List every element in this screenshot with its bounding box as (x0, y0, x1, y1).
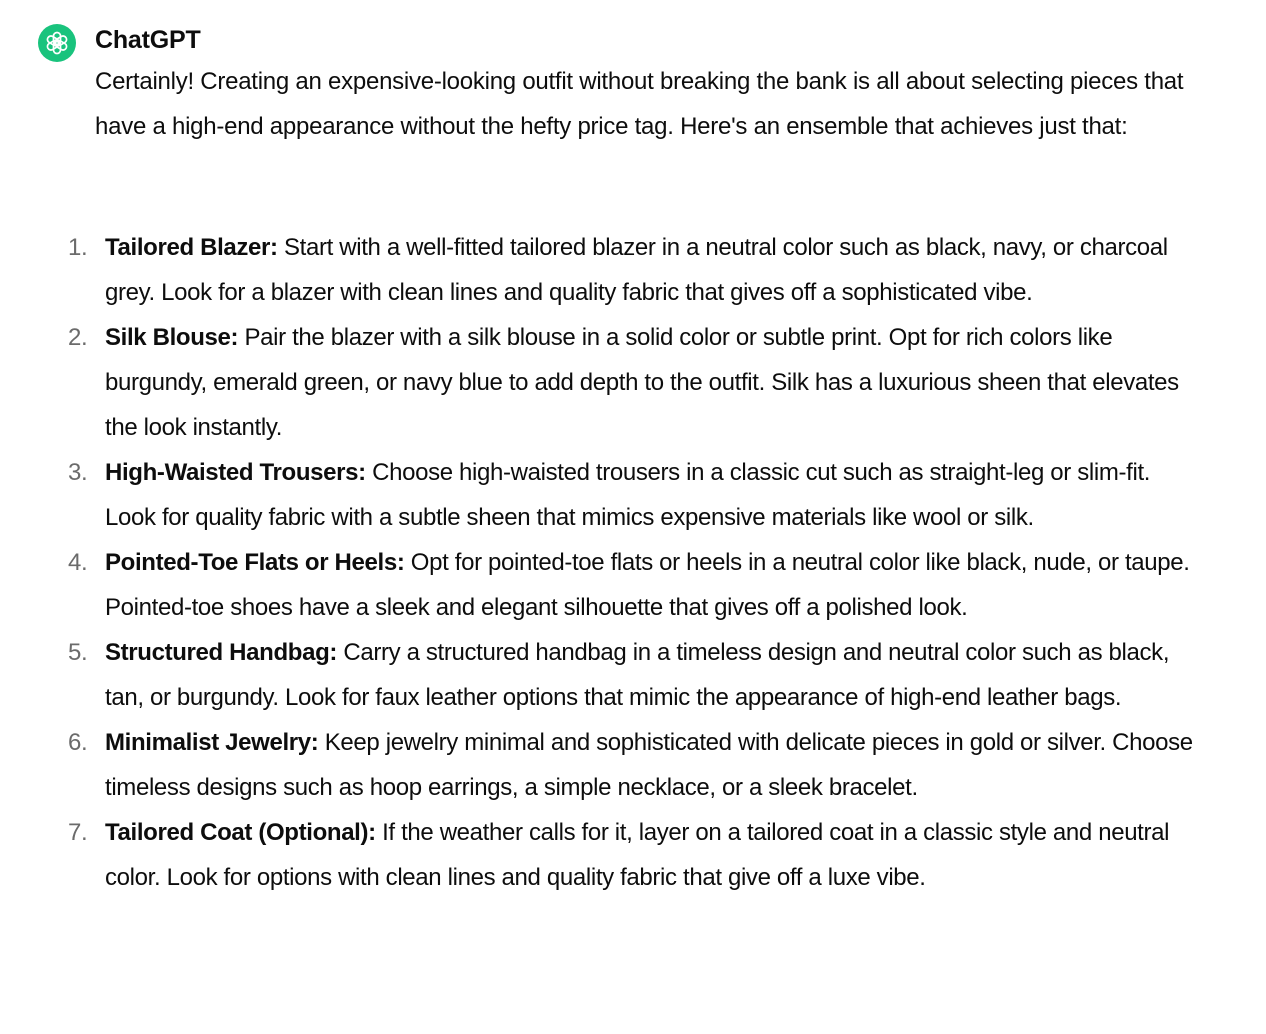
list-item-text: Choose high-waisted trousers in a classic cut such as straight-leg or slim-fit. Look for quality fabric with a subtle sheen that mimics expensive materials like wool or silk. (105, 459, 1151, 531)
list-item (0, 225, 1205, 315)
list-item-number: 1. (68, 234, 88, 261)
intro-paragraph: Certainly! Creating an expensive-looking outfit without breaking the bank is all about selecting pieces that have a high-end appearance without the hefty price tag. Here's an ensemble that achieves just that: (95, 68, 1184, 140)
outfit-list (0, 225, 1266, 900)
list-item (0, 540, 1205, 630)
list-item-term: Minimalist Jewelry: (105, 729, 319, 756)
list-item (0, 630, 1205, 720)
list-item-term: Structured Handbag: (105, 639, 338, 666)
list-item-number: 7. (68, 819, 88, 846)
list-item-text: Start with a well-fitted tailored blazer in a neutral color such as black, navy, or charcoal grey. Look for a blazer with clean lines and quality fabric that gives off a sophisticated vibe. (105, 234, 1168, 306)
list-item-text: Keep jewelry minimal and sophisticated with delicate pieces in gold or silver. Choose timeless designs such as hoop earrings, a simple necklace, or a sleek bracelet. (105, 729, 1193, 801)
chatgpt-avatar (38, 24, 76, 62)
list-item-text: Pair the blazer with a silk blouse in a solid color or subtle print. Opt for rich colors like burgundy, emerald green, or navy blue to add depth to the outfit. Silk has a luxurious sheen that elevates the look instantly. (105, 324, 1179, 441)
list-item-number: 6. (68, 729, 88, 756)
list-item-number: 4. (68, 549, 88, 576)
list-item-number: 2. (68, 324, 88, 351)
list-item-term: Silk Blouse: (105, 324, 239, 351)
list-item (0, 315, 1205, 450)
list-item-term: Pointed-Toe Flats or Heels: (105, 549, 405, 576)
list-item-number: 5. (68, 639, 88, 666)
list-item (0, 450, 1205, 540)
list-item-text: Opt for pointed-toe flats or heels in a neutral color like black, nude, or taupe. Pointed-toe shoes have a sleek and elegant silhouette that gives off a polished look. (105, 549, 1190, 621)
list-item-text: If the weather calls for it, layer on a tailored coat in a classic style and neutral color. Look for options with clean lines and quality fabric that give off a luxe vibe. (105, 819, 1170, 891)
list-item-text: Carry a structured handbag in a timeless design and neutral color such as black, tan, or burgundy. Look for faux leather options that mimic the appearance of high-end leather bags. (105, 639, 1170, 711)
list-item (0, 720, 1205, 810)
author-name: ChatGPT (95, 26, 201, 54)
list-item-term: Tailored Blazer: (105, 234, 278, 261)
list-item-term: Tailored Coat (Optional): (105, 819, 376, 846)
list-item (0, 810, 1205, 900)
list-item-term: High-Waisted Trousers: (105, 459, 366, 486)
openai-logo-icon (44, 30, 70, 56)
list-item-number: 3. (68, 459, 88, 486)
